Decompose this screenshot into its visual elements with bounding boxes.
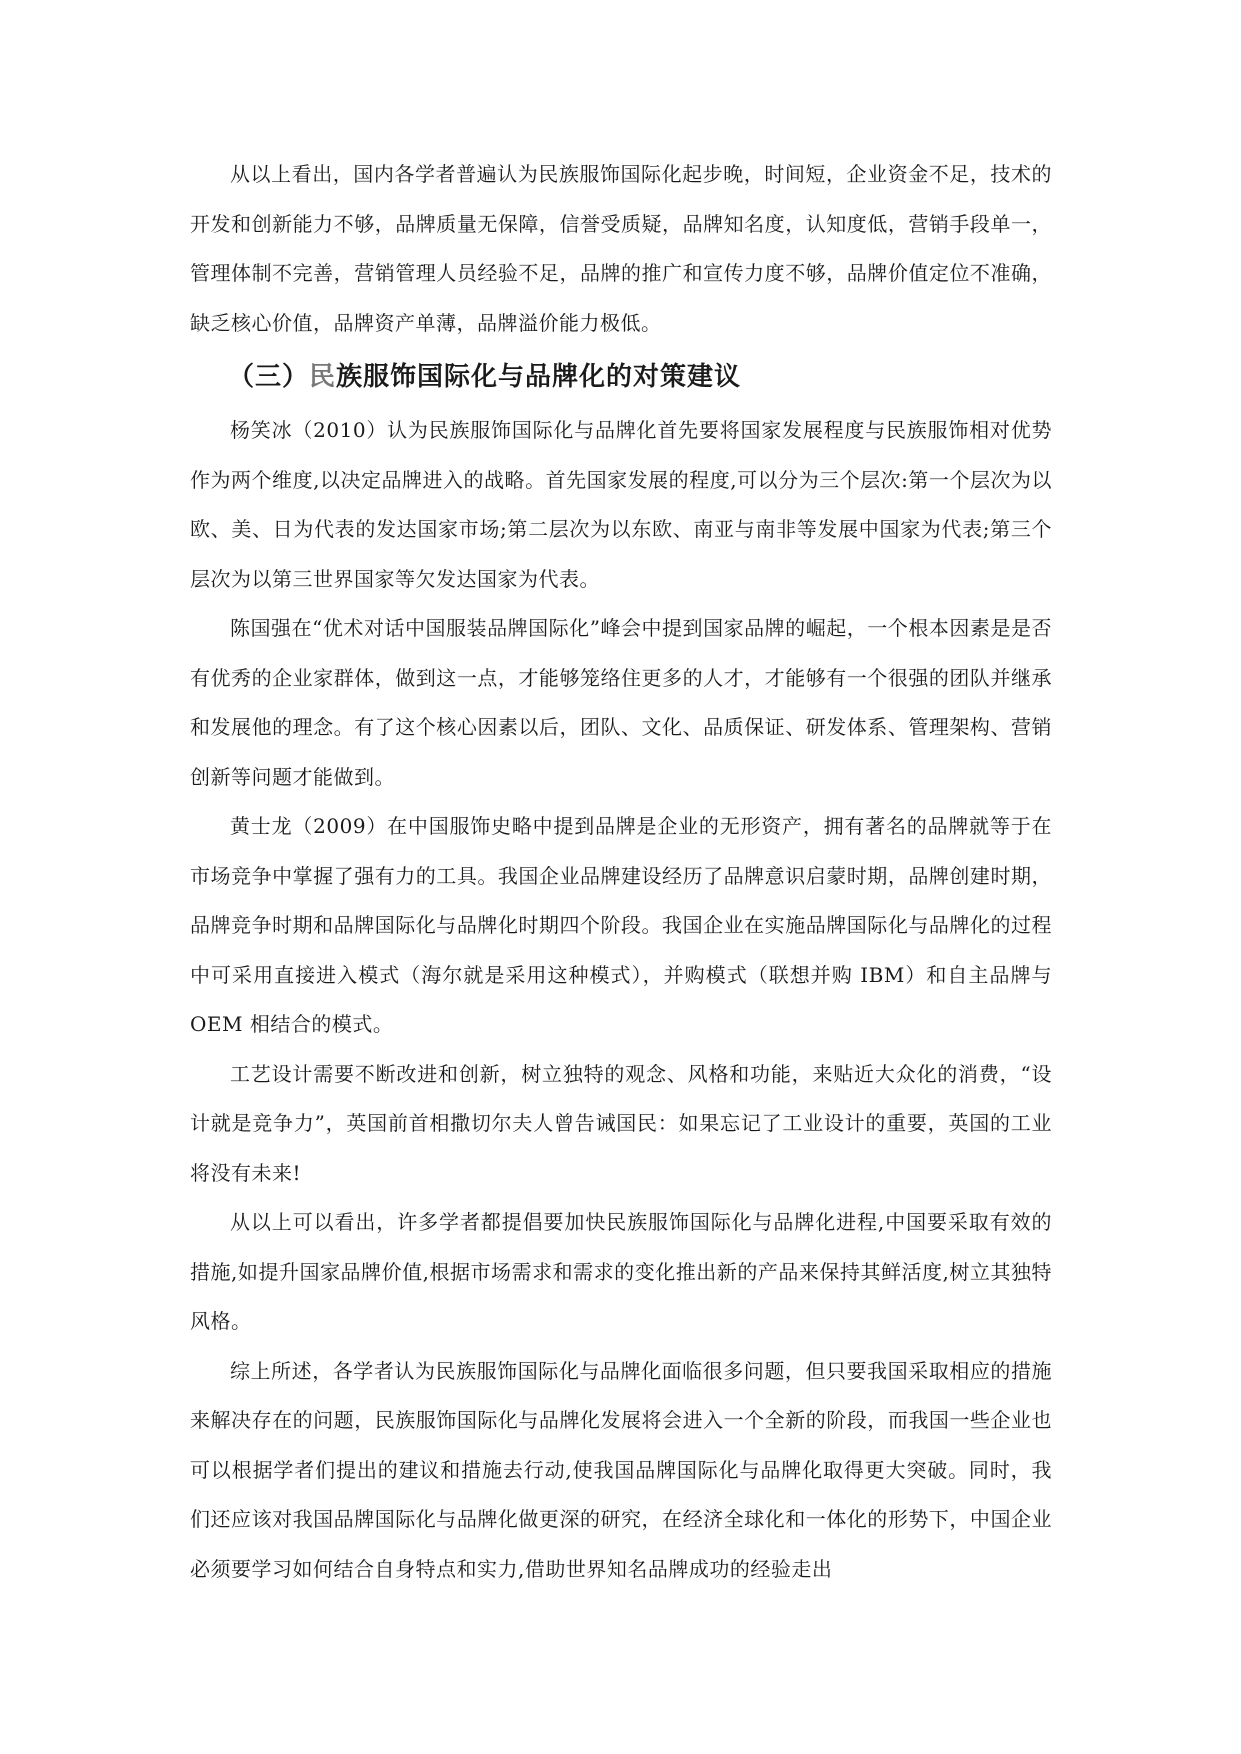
paragraph-design: 工艺设计需要不断改进和创新，树立独特的观念、风格和功能，来贴近大众化的消费，“设计就是竞争力”，英国前首相撒切尔夫人曾告诫国民：如果忘记了工业设计的重要，英国的工业将没有未来!	[190, 1061, 1052, 1185]
heading-prefix: （三）	[228, 362, 310, 392]
heading-first-char: 民	[309, 362, 337, 392]
paragraph-huang: 黄士龙（2009）在中国服饰史略中提到品牌是企业的无形资产，拥有著名的品牌就等于在市场竞争中掌握了强有力的工具。我国企业品牌建设经历了品牌意识启蒙时期，品牌创建时期，品牌竞争时期和品牌国际化与品牌化时期四个阶段。我国企业在实施品牌国际化与品牌化的过程中可采用直接进入模式（海尔就是采用这种模式），并购模式（联想并购 IBM）和自主品牌与 OEM 相结合的模式。	[190, 814, 1052, 1036]
paragraph-conclusion: 综上所述，各学者认为民族服饰国际化与品牌化面临很多问题，但只要我国采取相应的措施来解决存在的问题，民族服饰国际化与品牌化发展将会进入一个全新的阶段，而我国一些企业也可以根据学者们提出的建议和措施去行动,使我国品牌国际化与品牌化取得更大突破。同时，我们还应该对我国品牌国际化与品牌化做更深的研究，在经济全球化和一体化的形势下，中国企业必须要学习如何结合自身特点和实力,借助世界知名品牌成功的经验走出	[190, 1358, 1052, 1581]
page-content	[190, 150, 1052, 1594]
paragraph-chen: 陈国强在“优术对话中国服装品牌国际化”峰会中提到国家品牌的崛起，一个根本因素是是否有优秀的企业家群体，做到这一点，才能够笼络住更多的人才，才能够有一个很强的团队并继承和发展他的理念。有了这个核心因素以后，团队、文化、品质保证、研发体系、管理架构、营销创新等问题才能做到。	[190, 616, 1052, 789]
section-heading	[190, 348, 1052, 406]
paragraph-yang: 杨笑冰（2010）认为民族服饰国际化与品牌化首先要将国家发展程度与民族服饰相对优势作为两个维度,以决定品牌进入的战略。首先国家发展的程度,可以分为三个层次:第一个层次为以欧、美、日为代表的发达国家市场;第二层次为以东欧、南亚与南非等发展中国家为代表;第三个层次为以第三世界国家等欠发达国家为代表。	[190, 418, 1052, 591]
heading-rest: 族服饰国际化与品牌化的对策建议	[336, 362, 742, 392]
paragraph-summary: 从以上看出，国内各学者普遍认为民族服饰国际化起步晚，时间短，企业资金不足，技术的开发和创新能力不够，品牌质量无保障，信誉受质疑，品牌知名度，认知度低，营销手段单一，管理体制不完善，营销管理人员经验不足，品牌的推广和宣传力度不够，品牌价值定位不准确，缺乏核心价值，品牌资产单薄，品牌溢价能力极低。	[190, 162, 1052, 335]
paragraph-scholars: 从以上可以看出，许多学者都提倡要加快民族服饰国际化与品牌化进程,中国要采取有效的措施,如提升国家品牌价值,根据市场需求和需求的变化推出新的产品来保持其鲜活度,树立其独特风格。	[190, 1210, 1052, 1333]
